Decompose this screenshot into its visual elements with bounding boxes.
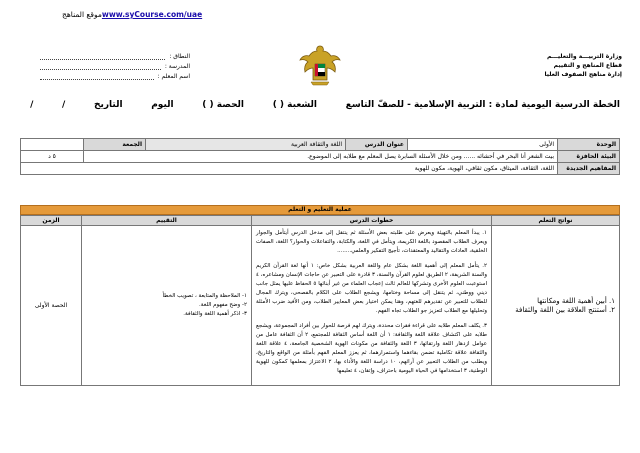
evaluation-cell — [82, 226, 252, 386]
info-row — [21, 151, 620, 163]
day-label: اليوم — [151, 100, 174, 110]
field-row — [40, 52, 190, 62]
date-slash: / — [62, 100, 66, 110]
site-prefix: موقع المناهج — [62, 10, 102, 19]
process-band: عملية التعليم و التعلم — [20, 205, 620, 215]
outcome-item: ١. أبين أهمية اللغة ومكانتها — [537, 296, 615, 305]
unit-value: الأولى — [408, 139, 558, 151]
field-label: اسم المعلم : — [157, 73, 190, 80]
ministry-line: إدارة مناهج الصفوف العليا — [544, 71, 622, 78]
evaluation-item: ٣- اذكر أهمية اللغة والثقافة. — [183, 311, 247, 317]
step-item: ١. يبدأ المعلم بالتهيئة ويعرض على طلبته بعض الأسئلة ثم ينتقل إلى مدخل الدرس أيتأمل والجوار ويعرف الطلاب المقصود باللغة الكريمة، ويتأمل في اللغة، والكتابة، والتفاعلات والحوار؟ اللغة، الصفات الخلقية، العادات والتقاليد والمعتقدات، تأجيج التفكير والعلمي........ — [256, 230, 487, 254]
outcomes-cell — [492, 226, 620, 386]
section-label: الشعبة ( ) — [272, 100, 318, 110]
outcome-item: ٢. أستنتج العلاقة بين اللغة والثقافة — [515, 305, 615, 314]
empty-cell — [21, 139, 84, 151]
field-label: النطاق : — [169, 53, 190, 60]
site-link-line — [62, 10, 202, 19]
field-line[interactable] — [40, 64, 161, 70]
ministry-line: قطاع المناهج و التقييم — [553, 62, 622, 69]
col-outcomes: نواتج التعلم — [492, 216, 620, 226]
evaluation-item: ١- الملاحظة والمتابعة ، تصويب الخطأ — [162, 293, 247, 299]
unit-label: الوحدة — [558, 139, 620, 151]
field-line[interactable] — [40, 54, 165, 60]
trigger-label: البيئة الحافزة — [558, 151, 620, 163]
step-item: ٢. يتأمل المعلم إلى أهمية اللغة بشكل عام واللغة العربية بشكل خاص: ١ أنها لغة القرآن الكريم والسنة الشريفة، ٢ الطريق لعلوم القرآن والسنة، ٣ قادرة على التعبير عن حاجات الإنسان ومشاعره، ٤ استوعبت العلوم الأخرى وتشركها للعالم ثالث إعجاب العلماء من غير أبنائها ٥ الحفاظ عليها يمثل جانب ديني ووطني، ثم يتنقل إلى مساحة وختامها، ويشجع الطلاب على الكلام بالفصحى، ويترك المجال للطلاب للتعبير عن تقديرهم للغتهم، وهنا يمكن اختيار بعض المعايير الطلاب، ومن الأفيد ضرب الأمثلة وتحليلها مع الطلاب لتعزيز جو الطلاب تجاه الفهم. — [256, 263, 487, 314]
process-table — [20, 215, 620, 386]
lesson-info-table — [20, 138, 620, 175]
period-label: الحصة ( ) — [202, 100, 245, 110]
field-label: المدرسة : — [164, 63, 190, 70]
ministry-block — [545, 52, 622, 79]
header-fields — [40, 52, 190, 82]
date-slash: / — [30, 100, 34, 110]
plan-title-main: الخطة الدرسية اليومية لمادة : التربية الإسلامية - للصفّ التاسع — [345, 100, 620, 110]
col-time: الزمن — [21, 216, 82, 226]
ministry-line: وزارة التربيـــة والتعليـــم — [546, 53, 622, 60]
lesson-label: عنوان الدرس — [346, 139, 408, 151]
concepts-value: اللغة، الثقافة، الميثاق، مكون ثقافي، الهوية، مكون للهوية — [21, 163, 558, 175]
field-line[interactable] — [40, 74, 154, 80]
time-cell: الحصة الأولى — [21, 226, 82, 386]
field-row — [40, 62, 190, 72]
concepts-label: المفاهيم الجديدة — [558, 163, 620, 175]
col-eval: التقييم — [82, 216, 252, 226]
evaluation-item: ٢- وضح مفهوم اللغة. — [199, 302, 247, 308]
steps-cell — [252, 226, 492, 386]
site-link[interactable]: www.syCourse.com/uae — [101, 10, 203, 19]
step-item: ٣. يكلف المعلم طلابه على قراءة فقرات محددة، ويترك لهم فرصة للحوار بين أفراد المجموعة، ويشجع طلابه على اكتشاف علاقة اللغة والثقافة: ١ أن اللغة أساس الثقافة للمجتمع، ٢ أن الثقافة عامل من عوامل ازدهار اللغة وارتقائها، ٣ اللغة والثقافة من مكونات الهوية الشخصية الجامعة، ٤ علاقة اللغة والثقافة علاقة تكاملية تضمن بقاءهما واستمرارهما، ثم يعزز المعلم الفهم بأمثلة من الواقع والتاريخ، ويطلب من الطلاب التعبير عن آرائهم، ١٠ دراسة اللغة والأداء بها، ٢ الاعتزاز بمعلمها كمكون للهوية الوطنية، ٣ استخدامها في الحياة اليومية باحتراف، وإتقان، ٤ تعليمها — [256, 323, 488, 374]
process-header-row — [21, 216, 620, 226]
info-row — [21, 139, 620, 151]
lesson-value: اللغة والثقافة العربية — [146, 139, 346, 151]
process-row — [21, 226, 620, 386]
date-label: التاريخ — [93, 100, 123, 110]
info-row — [21, 163, 620, 175]
day-cell: الجمعة — [84, 139, 146, 151]
plan-title — [30, 100, 620, 110]
col-steps: خطوات الدرس — [252, 216, 492, 226]
field-row — [40, 72, 190, 82]
uae-eagle-emblem-icon — [297, 42, 343, 88]
trigger-value: بيت الشعر أنا البحر في أحشائه ...... ومن خلال الأسئلة السابرة يصل المعلم مع طلابه إلى الموضوع. — [84, 151, 558, 163]
trigger-time: ٥ د — [21, 151, 84, 163]
